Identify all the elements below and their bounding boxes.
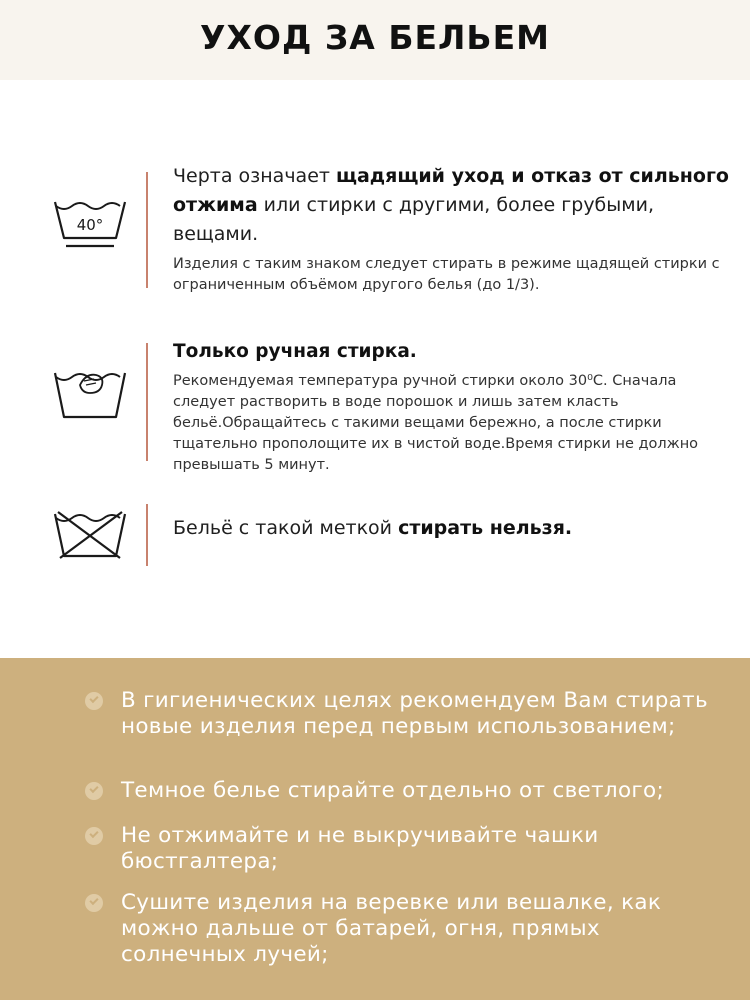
care-description xyxy=(173,337,733,476)
tip-text: Темное белье стирайте отдельно от светлого; xyxy=(121,778,664,803)
care-main-text: Черта означает щадящий уход и отказ от сильного отжима или стирки с другими, более грубыми, вещами. xyxy=(173,165,729,245)
tips-panel xyxy=(0,658,750,1000)
tip-text: В гигиенических целях рекомендуем Вам стирать новые изделия перед первым использованием; xyxy=(121,688,708,739)
care-item-hand-wash xyxy=(0,335,750,473)
check-icon xyxy=(85,692,103,710)
care-item-gentle-wash xyxy=(0,160,750,300)
tip-text: Сушите изделия на веревке или вешалке, как можно дальше от батарей, огня, прямых солнечных лучей; xyxy=(121,890,662,967)
care-description xyxy=(173,162,733,296)
header-banner xyxy=(0,0,750,80)
care-sub-text: Изделия с таким знаком следует стирать в режиме щадящей стирки с ограниченным объёмом другого белья (до 1/3). xyxy=(173,256,720,293)
care-main-text: Только ручная стирка. xyxy=(173,341,417,362)
wash-40-gentle-icon xyxy=(50,200,130,260)
tip-text: Не отжимайте и не выкручивайте чашки бюстгалтера; xyxy=(121,823,599,874)
page-title: УХОД ЗА БЕЛЬЕМ xyxy=(200,18,550,57)
care-sub-text: Рекомендуемая температура ручной стирки около 30⁰С. Сначала следует растворить в воде порошок и лишь затем класть бельё.Обращайтесь с такими вещами бережно, а после стирки тщательно прополощите их в чистой воде.Время стирки не должно превышать 5 минут. xyxy=(173,373,699,473)
wash-temperature-label: 40° xyxy=(76,216,104,234)
check-icon xyxy=(85,782,103,800)
hand-wash-icon xyxy=(50,365,130,425)
divider-line xyxy=(146,504,148,566)
check-icon xyxy=(85,827,103,845)
divider-line xyxy=(146,343,148,461)
care-main-text: Бельё с такой меткой стирать нельзя. xyxy=(173,517,573,539)
care-description xyxy=(173,514,733,543)
check-icon xyxy=(85,894,103,912)
do-not-wash-icon xyxy=(50,506,130,566)
care-item-do-not-wash xyxy=(0,502,750,572)
divider-line xyxy=(146,172,148,288)
